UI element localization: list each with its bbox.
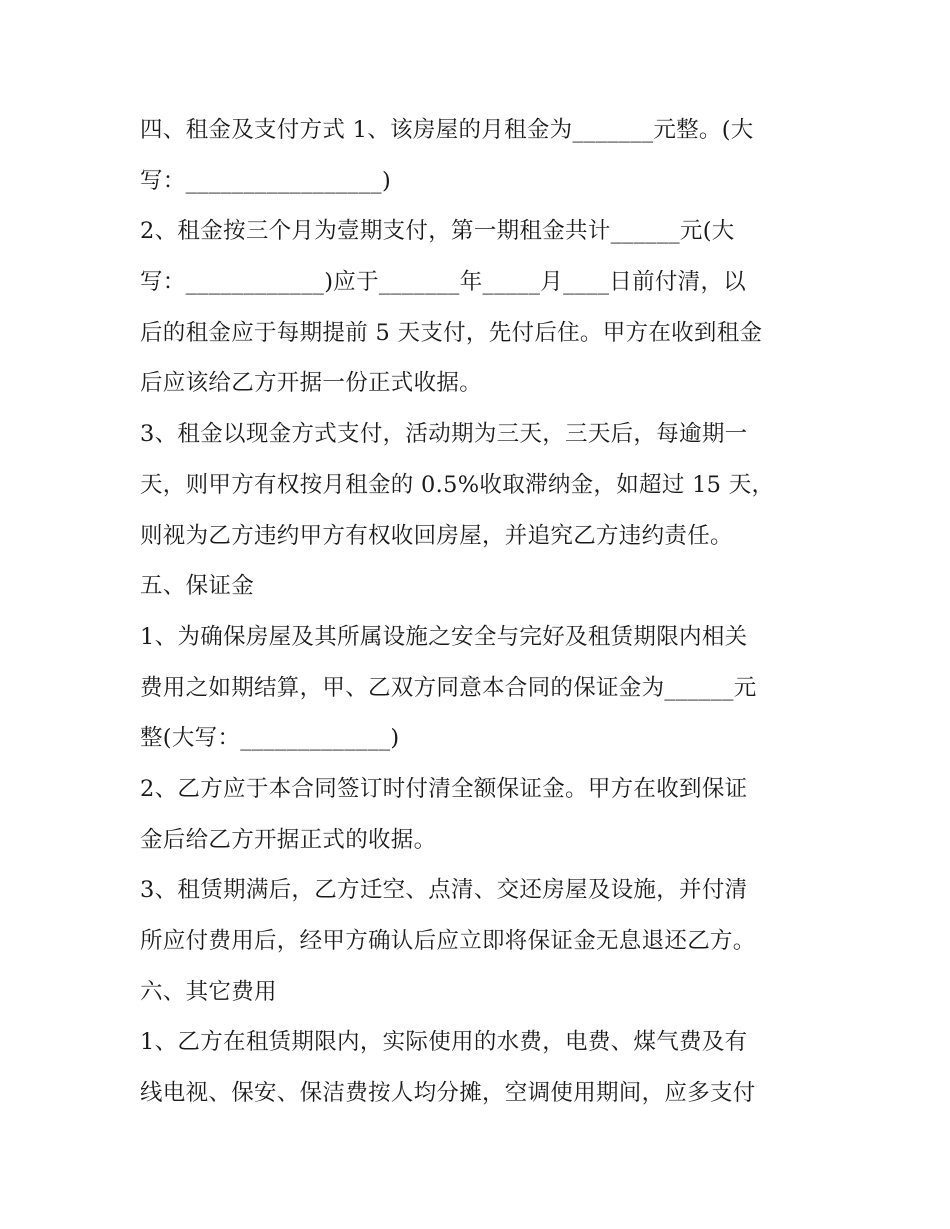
text-line: 1、乙方在租赁期限内，实际使用的水费，电费、煤气费及有 [140, 1029, 748, 1056]
text-line: 则视为乙方违约甲方有权收回房屋，并追究乙方违约责任。 [140, 522, 733, 549]
text-line: 2、租金按三个月为壹期支付，第一期租金共计______元(大 [140, 218, 735, 245]
text-line: 整(大写：_____________) [140, 725, 400, 752]
text-line: 写：____________)应于_______年_____月____日前付清，以 [140, 269, 747, 296]
text-line: 费用之如期结算，甲、乙双方同意本合同的保证金为______元 [140, 674, 757, 701]
text-line: 2、乙方应于本合同签订时付清全额保证金。甲方在收到保证 [140, 775, 748, 802]
text-line: 后应该给乙方开据一份正式收据。 [140, 370, 483, 397]
text-line: 3、租赁期满后，乙方迁空、点清、交还房屋及设施，并付清 [140, 877, 748, 904]
text-line: 后的租金应于每期提前 5 天支付，先付后住。甲方在收到租金 [140, 319, 763, 346]
text-line: 金后给乙方开据正式的收据。 [140, 826, 437, 853]
text-line: 四、租金及支付方式 1、该房屋的月租金为_______元整。(大 [140, 117, 754, 143]
text-line: 写：_________________) [140, 167, 392, 194]
text-line: 天，则甲方有权按月租金的 0.5%收取滞纳金，如超过 15 天， [140, 471, 775, 498]
section-heading: 六、其它费用 [140, 978, 277, 1005]
contract-body [140, 105, 820, 1119]
section-heading: 五、保证金 [140, 573, 255, 600]
text-line: 所应付费用后，经甲方确认后应立即将保证金无息退还乙方。 [140, 928, 756, 954]
text-line: 1、为确保房屋及其所属设施之安全与完好及租赁期限内相关 [140, 623, 748, 650]
text-line: 线电视、保安、保洁费按人均分摊，空调使用期间，应多支付 [140, 1080, 756, 1107]
text-line: 3、租金以现金方式支付，活动期为三天，三天后，每逾期一 [140, 421, 748, 448]
